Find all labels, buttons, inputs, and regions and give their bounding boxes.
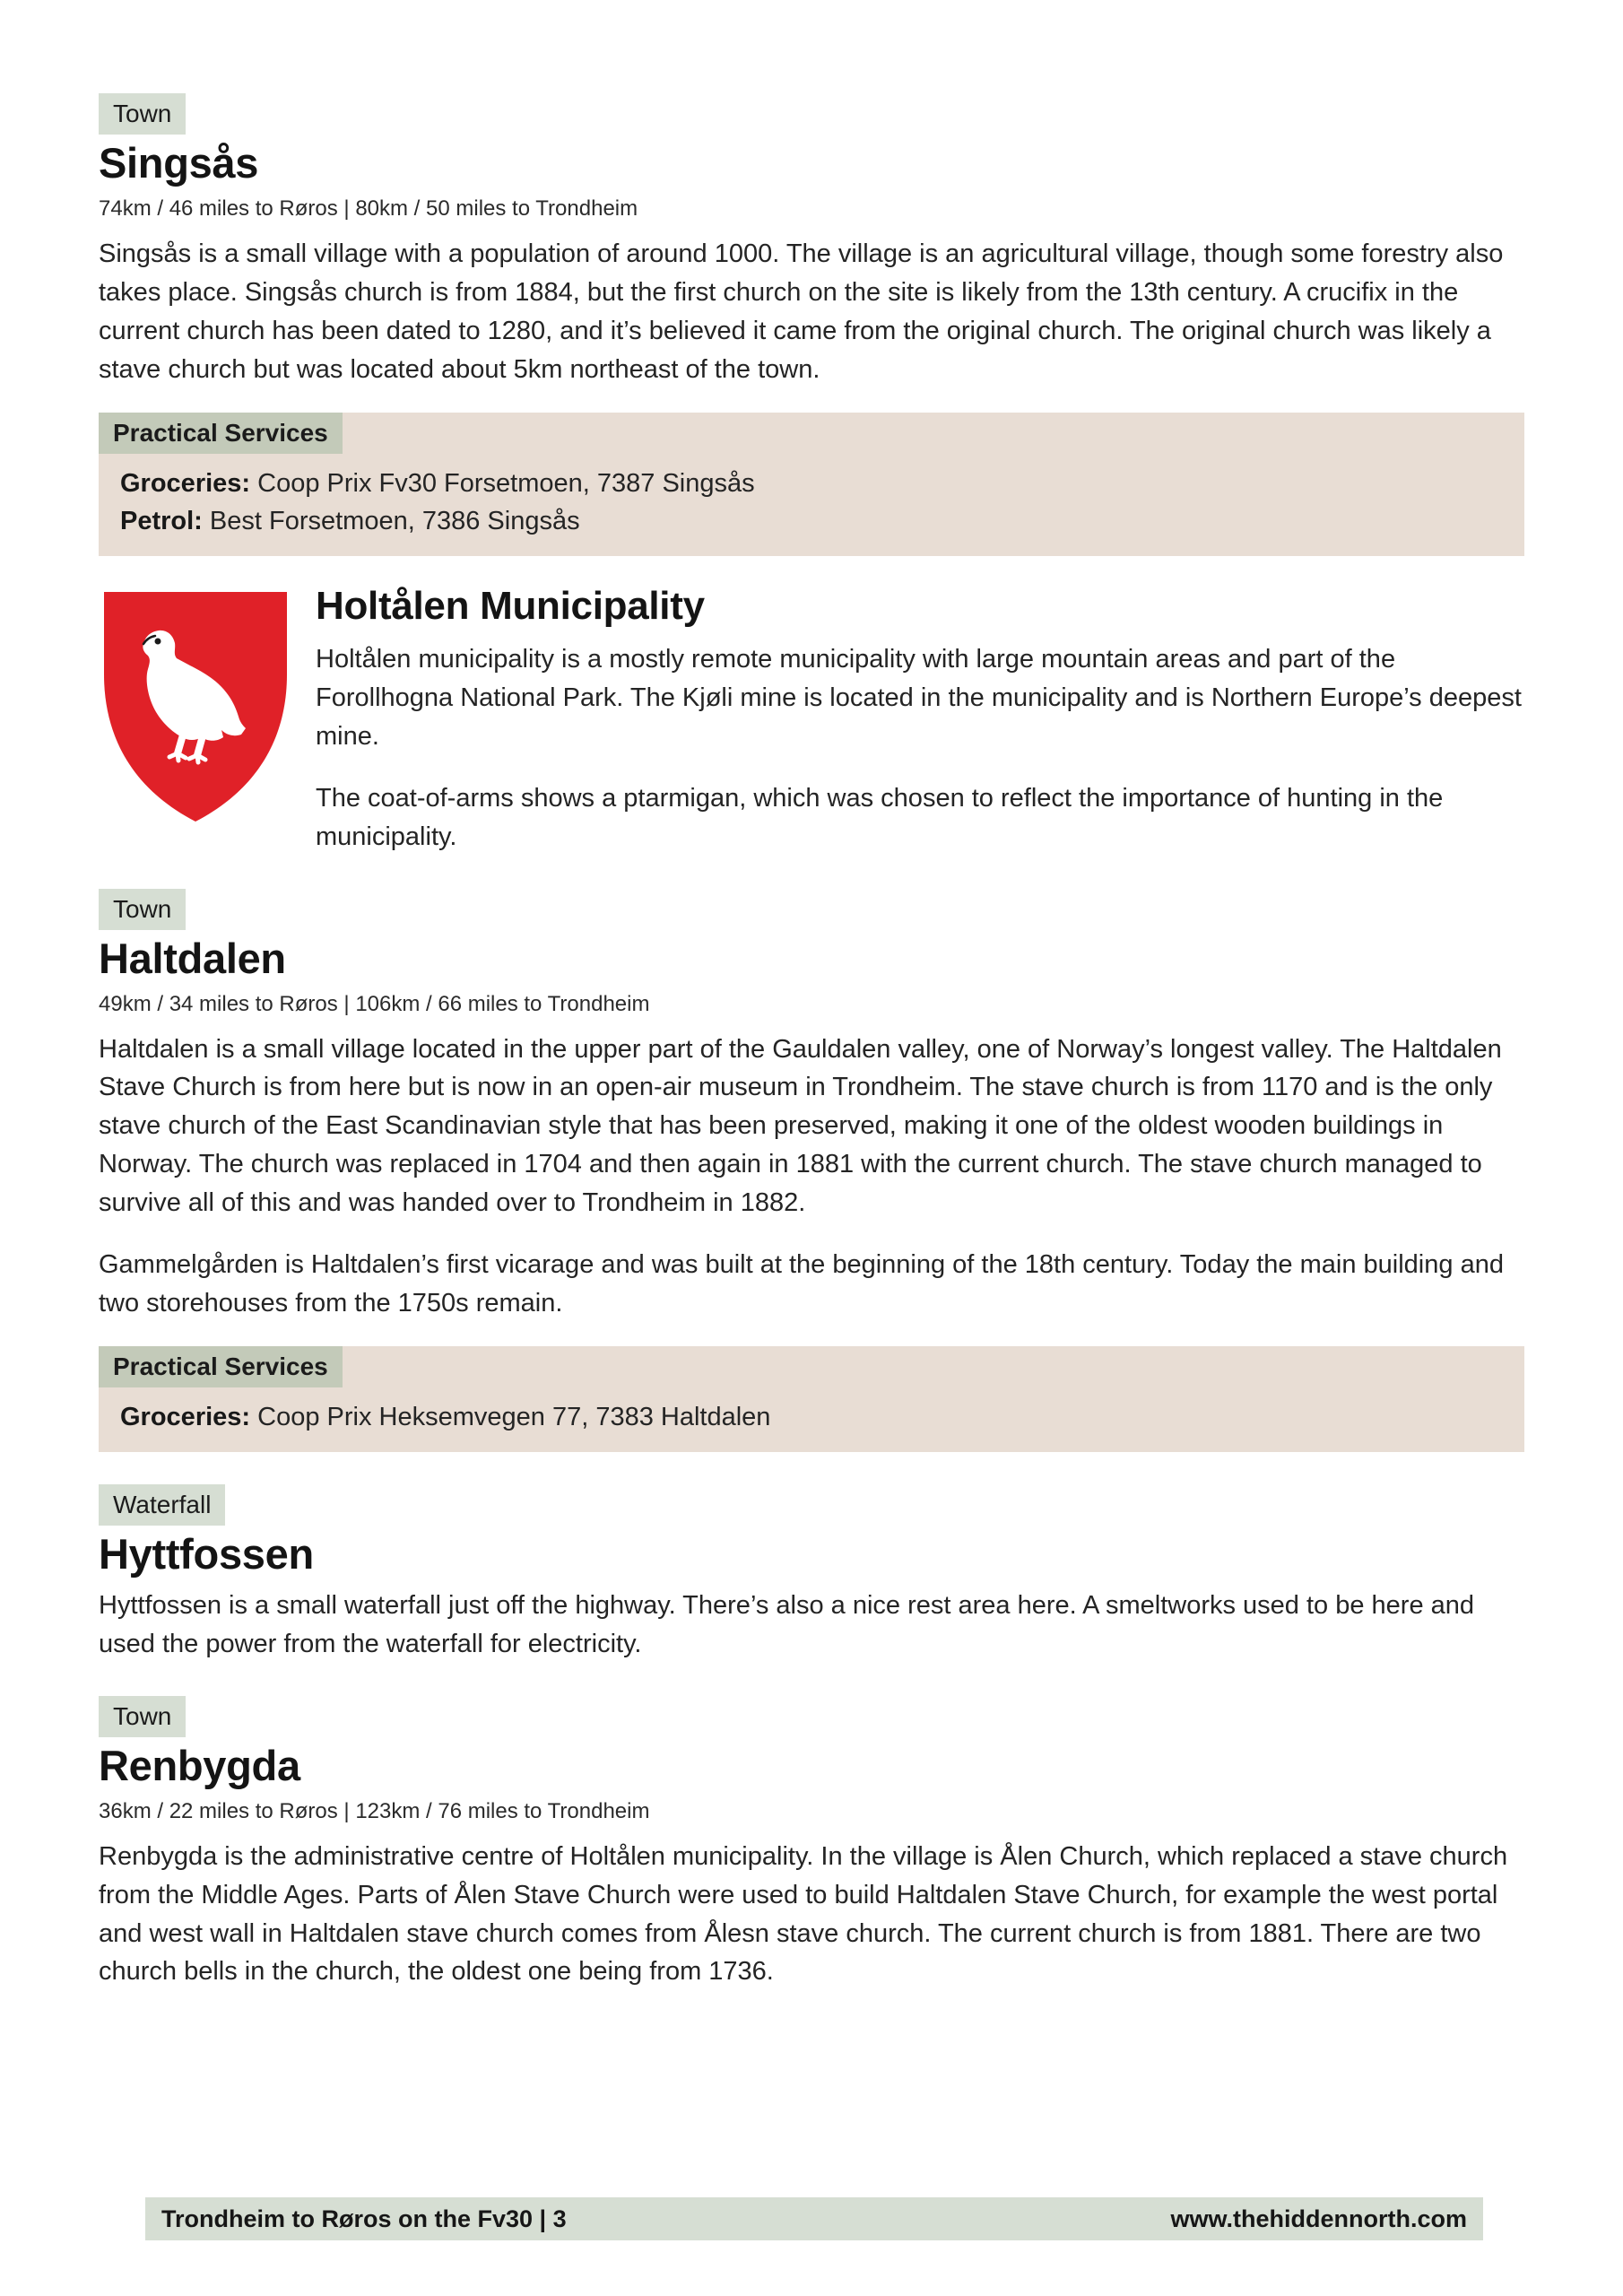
service-item — [120, 465, 1501, 502]
paragraph: Gammelgården is Haltdalen’s first vicarage and was built at the beginning of the 18th century. Today the main building and two storehouses from the 1750s remain. — [99, 1250, 1504, 1318]
place-title-hyttfossen: Hyttfossen — [99, 1530, 314, 1578]
service-value: Coop Prix Heksemvegen 77, 7383 Haltdalen — [257, 1403, 771, 1432]
page-footer — [145, 2197, 1483, 2240]
footer-website-url: www.thehiddennorth.com — [1170, 2205, 1467, 2232]
service-item — [120, 502, 1501, 540]
section-renbygda — [99, 1696, 1524, 1992]
section-haltdalen — [99, 889, 1524, 1452]
service-label: Groceries: — [120, 468, 251, 498]
section-holtalen-municipality — [99, 583, 1524, 857]
service-item — [120, 1398, 1501, 1436]
ptarmigan-eye — [155, 638, 161, 644]
paragraph: Renbygda is the administrative centre of Holtålen municipality. In the village is Ålen Church, which replaced a stave church from the Middle Ages. Parts of Ålen Stave Church were used to build Haltdalen Stave Church, for example the west portal and west wall in Haltdalen stave church comes from Ålesn stave church. The current church is from 1881. There are two church bells in the church, the oldest one being from 1736. — [99, 1841, 1508, 1987]
practical-services-box — [99, 1346, 1524, 1452]
distance-line: 74km / 46 miles to Røros | 80km / 50 miles to Trondheim — [99, 196, 638, 221]
coat-of-arms-svg — [99, 588, 292, 825]
service-label: Petrol: — [120, 506, 203, 535]
paragraph: Holtålen municipality is a mostly remote municipality with large mountain areas and part of the Forollhogna National Park. The Kjøli mine is located in the municipality and is Northern Europe’s deepest mine. — [316, 645, 1522, 751]
section-singsas — [99, 93, 1524, 556]
service-value: Best Forsetmoen, 7386 Singsås — [209, 506, 580, 535]
practical-services-badge: Practical Services — [99, 1346, 343, 1387]
category-badge-town: Town — [99, 93, 186, 135]
practical-services-content — [99, 454, 1524, 556]
distance-line: 36km / 22 miles to Røros | 123km / 76 miles to Trondheim — [99, 1798, 650, 1823]
municipality-title: Holtålen Municipality — [316, 583, 705, 628]
paragraph: The coat-of-arms shows a ptarmigan, which was chosen to reflect the importance of hunting in the municipality. — [316, 783, 1444, 851]
service-value: Coop Prix Fv30 Forsetmoen, 7387 Singsås — [257, 468, 755, 498]
paragraph: Singsås is a small village with a population of around 1000. The village is an agricultural village, though some forestry also takes place. Singsås church is from 1884, but the first church on the site is likely from the 13th century. A crucifix in the current church has been dated to 1280, and it’s believed it came from the original church. The original church was likely a stave church but was located about 5km northeast of the town. — [99, 239, 1504, 384]
service-label: Groceries: — [120, 1403, 251, 1432]
paragraph: Haltdalen is a small village located in the upper part of the Gauldalen valley, one of Norway’s longest valley. The Haltdalen Stave Church is from here but is now in an open-air museum in Trondheim. The stave church is from 1170 and is the only stave church of the East Scandinavian style that has been preserved, making it one of the oldest wooden buildings in Norway. The church was replaced in 1704 and then again in 1881 with the current church. The stave church managed to survive all of this and was handed over to Trondheim in 1882. — [99, 1034, 1502, 1218]
paragraph: Hyttfossen is a small waterfall just off the highway. There’s also a nice rest area here. A smeltworks used to be here and used the power from the waterfall for electricity. — [99, 1591, 1475, 1658]
category-badge-town: Town — [99, 889, 186, 930]
category-badge-waterfall: Waterfall — [99, 1484, 225, 1526]
footer-title-pagenumber: Trondheim to Røros on the Fv30 | 3 — [161, 2205, 567, 2232]
category-badge-town: Town — [99, 1696, 186, 1737]
section-hyttfossen — [99, 1484, 1524, 1664]
practical-services-badge: Practical Services — [99, 413, 343, 454]
municipality-text — [316, 583, 1524, 857]
holtalen-crest — [99, 588, 292, 825]
practical-services-box — [99, 413, 1524, 556]
distance-line: 49km / 34 miles to Røros | 106km / 66 miles to Trondheim — [99, 991, 650, 1016]
place-title-haltdalen: Haltdalen — [99, 934, 286, 982]
place-title-renbygda: Renbygda — [99, 1742, 300, 1790]
practical-services-content — [99, 1387, 1524, 1452]
place-title-singsas: Singsås — [99, 139, 259, 187]
